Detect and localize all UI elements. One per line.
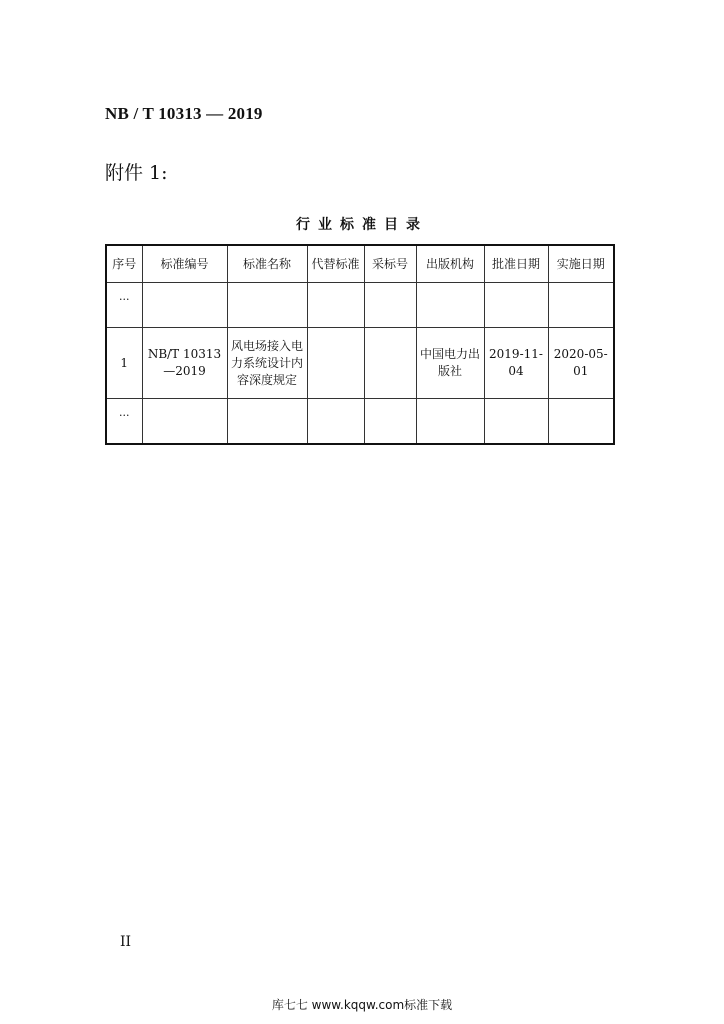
header-approval-date: 批准日期 — [484, 245, 548, 283]
catalog-title: 行业标准目录 — [296, 217, 428, 233]
standard-code: NB / T 10313 — 2019 — [105, 104, 263, 123]
table-row — [106, 328, 614, 399]
cell-effective-date: 2020-05-01 — [548, 328, 614, 399]
header-name: 标准名称 — [227, 245, 307, 283]
standards-catalog-table — [105, 244, 615, 445]
header-publisher: 出版机构 — [416, 245, 484, 283]
header-seq: 序号 — [106, 245, 142, 283]
footer-site-text: 库七七 www.kqqw.com标准下载 — [271, 998, 453, 1012]
cell-replaces — [307, 328, 364, 399]
header-adopted: 采标号 — [364, 245, 416, 283]
header-replaces: 代替标准 — [307, 245, 364, 283]
header-number: 标准编号 — [142, 245, 227, 283]
table-row — [106, 283, 614, 328]
page-number: II — [120, 934, 132, 950]
cell-name: 风电场接入电力系统设计内容深度规定 — [227, 328, 307, 399]
cell-number: NB/T 10313—2019 — [142, 328, 227, 399]
cell-seq: 1 — [106, 328, 142, 399]
attachment-label: 附件 1: — [105, 162, 168, 184]
header-effective-date: 实施日期 — [548, 245, 614, 283]
table-row — [106, 399, 614, 445]
table-header-row — [106, 245, 614, 283]
cell-adopted — [364, 328, 416, 399]
cell-approval-date: 2019-11-04 — [484, 328, 548, 399]
cell-publisher: 中国电力出版社 — [416, 328, 484, 399]
ellipsis-cell: ··· — [106, 283, 142, 328]
ellipsis-cell: ··· — [106, 399, 142, 445]
